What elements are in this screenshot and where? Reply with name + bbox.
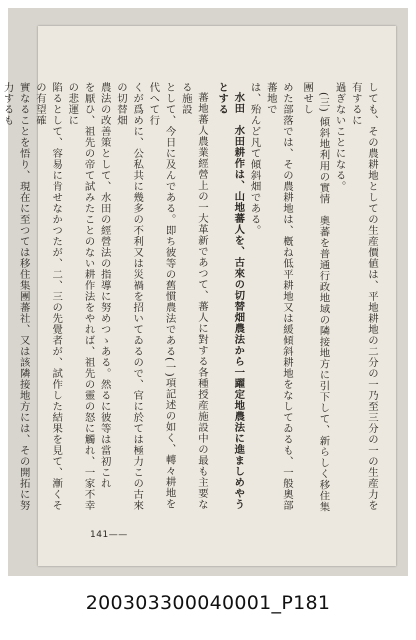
vertical-text-body xyxy=(1,82,380,514)
text-line-5: は、殆んど凡て傾斜畑である。 xyxy=(248,82,261,236)
text-line-6-paddy-heading: 水田 水田耕作は、山地蕃人を、古來の切替畑農法から一躍定地農法に進ましめやうとする xyxy=(216,82,245,511)
text-line-1: しても、その農耕地としての生産價値は、平地耕地の二分の一乃至三分の一の生産力を有するに xyxy=(349,82,378,511)
text-line-12: 陷るとして、容易に肯せなかつたが、二、三の先覺者が、試作した結果を見て、漸くその有望確 xyxy=(33,82,63,511)
text-line-2: 過ぎないことになる。 xyxy=(333,82,346,192)
text-line-11: を厭ひ、祖先の帝て試みたことのない耕作法をやれば、祖先の靈の怒に觸れ、一家不幸の悲運に xyxy=(66,82,95,511)
text-line-3-section-heading: (三) 傾斜地利用の實情 奧蕃を普通行政地域の隣接地方に引下して、新らしく移住集團せし xyxy=(301,82,330,513)
page-number xyxy=(90,530,128,540)
text-line-10: 農法の改善策として、水田の經營法の指導に努めつゝある。然るに彼等は當初これ xyxy=(98,82,111,489)
text-line-9: くが爲めに、公私共に幾多の不利又は災禍を招いてゐるので、官に於ては極力この古來の切替畑 xyxy=(114,82,144,511)
text-line-8: として、今日に及んである。即ち彼等の舊慣農法である(一)項記述の如く、轉々耕地を代へて行 xyxy=(147,82,176,510)
scan-background xyxy=(1,8,408,576)
page-number-rule: —— xyxy=(108,530,128,540)
document-page xyxy=(1,26,396,566)
page-number-value: 141 xyxy=(90,530,109,540)
archive-identifier: 200303300040001_P181 xyxy=(85,592,331,614)
text-line-13: 實なることを悟り、現在に至つては移住集團蕃社、又は該隣接地方には、その開拓に努力するも xyxy=(1,82,30,511)
text-line-4: めた部落では、その農耕地は、槪ね低平耕地又は緩傾斜耕地をなしてゐるも、一般奧部蕃地で xyxy=(264,82,293,511)
text-line-7: 蕃地蕃人農業經營上の一大革新であつて、蕃人に對する各種授産施設中の最も主要なる施設 xyxy=(179,82,208,511)
